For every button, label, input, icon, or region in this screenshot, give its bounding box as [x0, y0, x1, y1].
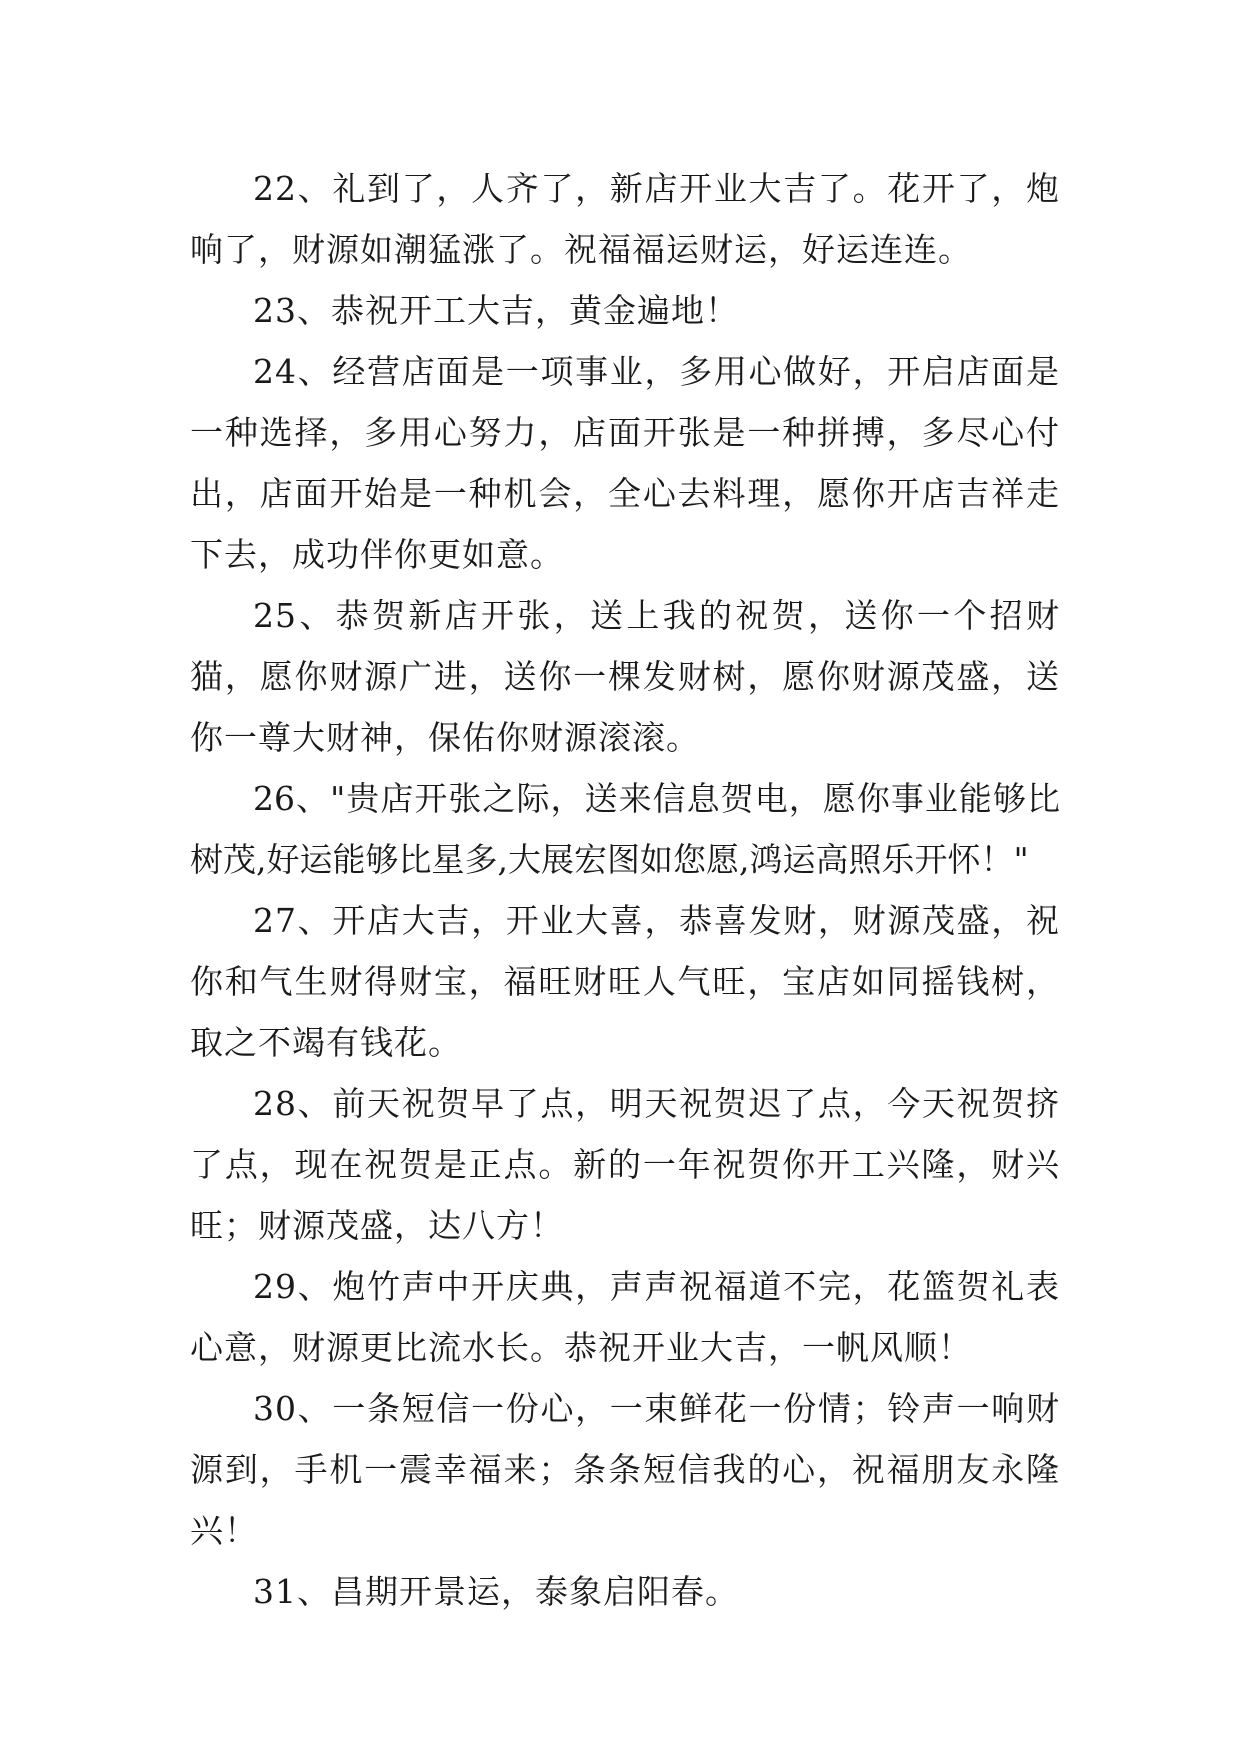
paragraph-30: 30、一条短信一份心，一束鲜花一份情；铃声一响财源到，手机一震幸福来；条条短信我的心，祝福朋友永隆兴！: [190, 1389, 1060, 1550]
paragraph-26: 26、"贵店开张之际，送来信息贺电，愿你事业能够比树茂,好运能够比星多,大展宏图如您愿,鸿运高照乐开怀！": [190, 779, 1060, 879]
paragraph-29: 29、炮竹声中开庆典，声声祝福道不完，花篮贺礼表心意，财源更比流水长。恭祝开业大吉，一帆风顺！: [190, 1267, 1060, 1367]
paragraph-31: 31、昌期开景运，泰象启阳春。: [253, 1572, 739, 1611]
paragraph-24: 24、经营店面是一项事业，多用心做好，开启店面是一种选择，多用心努力，店面开张是一种拼搏，多尽心付出，店面开始是一种机会，全心去料理，愿你开店吉祥走下去，成功伴你更如意。: [190, 352, 1060, 574]
paragraph-27: 27、开店大吉，开业大喜，恭喜发财，财源茂盛，祝你和气生财得财宝，福旺财旺人气旺，宝店如同摇钱树，取之不竭有钱花。: [190, 901, 1060, 1062]
document-body: [190, 158, 1060, 1622]
paragraph-25: 25、恭贺新店开张，送上我的祝贺，送你一个招财猫，愿你财源广进，送你一棵发财树，愿你财源茂盛，送你一尊大财神，保佑你财源滚滚。: [190, 596, 1060, 757]
paragraph-22: 22、礼到了，人齐了，新店开业大吉了。花开了，炮响了，财源如潮猛涨了。祝福福运财运，好运连连。: [190, 169, 1060, 269]
paragraph-28: 28、前天祝贺早了点，明天祝贺迟了点，今天祝贺挤了点，现在祝贺是正点。新的一年祝贺你开工兴隆，财兴旺；财源茂盛，达八方！: [190, 1084, 1060, 1245]
paragraph-23: 23、恭祝开工大吉，黄金遍地！: [253, 291, 739, 330]
